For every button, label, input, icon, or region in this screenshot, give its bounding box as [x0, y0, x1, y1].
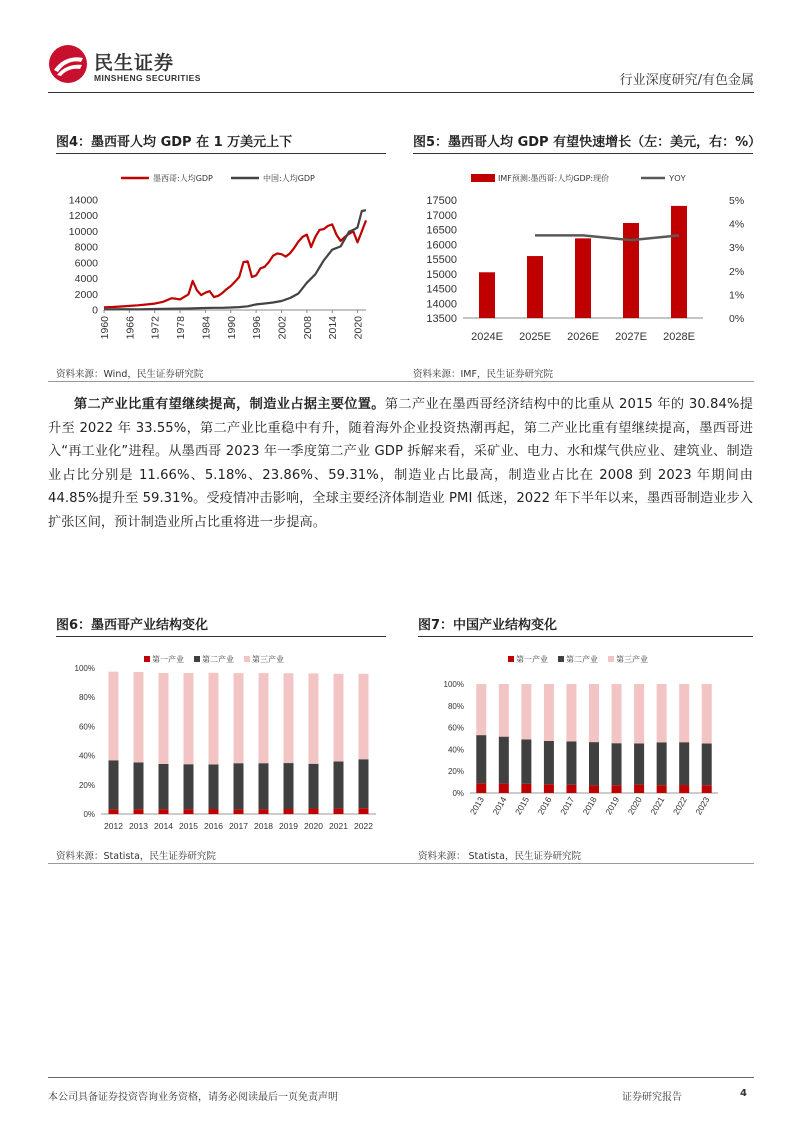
fig6-bar-segment	[209, 765, 219, 810]
fig6-bar-segment	[234, 673, 244, 763]
fig6-legend-swatch	[244, 656, 250, 662]
fig4-xtick-label: 2020	[352, 316, 365, 340]
fig7-source: 资料来源： Statista，民生证券研究院	[418, 851, 581, 862]
fig7-bar-segment	[476, 735, 486, 783]
fig7-chart-svg	[418, 645, 753, 835]
fig6-xtick-label: 2022	[354, 821, 373, 831]
fig7-ytick-label: 100%	[443, 680, 464, 689]
fig5-legend-label: YOY	[669, 174, 686, 183]
fig5-chart-svg	[413, 160, 753, 355]
fig7-bar-segment	[566, 684, 576, 741]
fig4-xtick-label: 2014	[327, 316, 340, 340]
fig6-chart-svg	[56, 645, 386, 835]
fig6-bar-segment	[359, 808, 369, 814]
fig4-series-line	[104, 220, 366, 307]
fig5-ytick-right-label: 1%	[729, 289, 745, 302]
fig5-xtick-label: 2028E	[663, 331, 695, 343]
fig6-bar-segment	[184, 809, 194, 814]
fig6-xtick-label: 2013	[129, 821, 148, 831]
fig7-xtick-label: 2022	[670, 795, 689, 817]
fig6-xtick-label: 2015	[179, 821, 198, 831]
fig7-bar-segment	[657, 684, 667, 742]
fig7-legend-swatch	[558, 656, 564, 662]
fig5-ytick-left-label: 15500	[426, 254, 457, 266]
fig6-bar-segment	[309, 764, 319, 809]
fig4-ytick-label: 4000	[74, 273, 98, 286]
fig6-legend-swatch	[194, 656, 200, 662]
fig6-chart	[56, 645, 386, 835]
fig7-legend-swatch	[508, 656, 514, 662]
fig6-bar-segment	[309, 673, 319, 763]
fig4-source: 资料来源：Wind，民生证券研究院	[56, 369, 204, 380]
fig5-ytick-left-label: 16500	[426, 224, 457, 237]
fig5-xtick-label: 2024E	[471, 331, 503, 343]
fig4-ytick-label: 0	[92, 304, 98, 317]
fig4-xtick-label: 2002	[276, 316, 289, 340]
fig4-ytick-label: 12000	[68, 210, 98, 223]
fig6-bar-segment	[284, 809, 294, 814]
fig6-ytick-label: 20%	[78, 780, 95, 790]
fig7-ytick-label: 60%	[447, 723, 464, 733]
paragraph-body: 第二产业在墨西哥经济结构中的比重从 2015 年的 30.84%提升至 2022 年 33.55%，第二产业比重稳中有升，随着海外企业投资热潮再起，第二产业比重有望继续提高，墨西哥进入“再工业化”进程。从墨西哥 2023 年一季度第二产业 GDP 拆解来看，采矿业、电力、水和煤气供应业、建筑业、制造业占比分别是 11.66%、5.18%、23.86%、59.31%，制造业占比最高，制造业占比在 2008 到 2023 年期间由 44.85%提升至 59.31%。受疫情冲击影响，全球主要经济体制造业 PMI 低迷，2022 年下半年以来，墨西哥制造业步入扩张区间，预计制造业所占比重将进一步提高。	[48, 397, 753, 530]
fig4-xtick-label: 1996	[251, 316, 264, 340]
fig6-bar-segment	[134, 809, 144, 814]
fig7-ytick-label: 40%	[447, 745, 464, 755]
fig5-ytick-right-label: 5%	[729, 195, 745, 207]
footer-disclaimer: 本公司具备证券投资咨询业务资格，请务必阅读最后一页免责声明	[48, 1092, 338, 1103]
fig7-bar-segment	[476, 783, 486, 793]
fig4-chart	[56, 160, 386, 355]
fig4-xtick-label: 1990	[225, 316, 238, 340]
fig5-bar	[527, 256, 543, 318]
fig6-ytick-label: 40%	[78, 751, 95, 761]
fig7-bar-segment	[544, 784, 554, 793]
fig7-bar-segment	[521, 739, 531, 783]
fig7-bar-segment	[476, 684, 486, 735]
fig6-bar-segment	[184, 764, 194, 809]
fig4-ytick-label: 10000	[68, 225, 98, 238]
fig7-bar-segment	[612, 785, 622, 793]
fig7-bar-segment	[521, 784, 531, 793]
fig4-xtick-label: 1960	[99, 316, 111, 340]
fig6-xtick-label: 2019	[279, 821, 298, 831]
fig6-ytick-label: 60%	[78, 722, 95, 732]
fig6-bar-segment	[209, 673, 219, 765]
fig6-xtick-label: 2016	[204, 821, 223, 831]
fig7-bar-segment	[702, 744, 712, 786]
fig6-title: 图6：墨西哥产业结构变化	[56, 618, 209, 633]
fig6-bar-segment	[109, 809, 119, 814]
fig6-bar-segment	[359, 674, 369, 759]
fig7-bar-segment	[657, 785, 667, 793]
fig4-xtick-label: 1978	[175, 316, 188, 340]
fig4-title-box	[56, 131, 386, 154]
fig7-ytick-label: 80%	[447, 701, 464, 711]
fig6-xtick-label: 2021	[329, 821, 348, 831]
fig4-ytick-label: 8000	[74, 241, 98, 254]
fig6-ytick-label: 100%	[74, 664, 95, 673]
brand-logo	[48, 44, 88, 84]
fig6-bar-segment	[234, 809, 244, 814]
fig5-ytick-left-label: 14500	[426, 283, 457, 296]
fig6-bar-segment	[159, 809, 169, 814]
fig5-ytick-left-label: 17500	[426, 195, 457, 207]
fig7-ytick-label: 0%	[452, 789, 464, 798]
fig5-yoy-line	[535, 235, 679, 240]
fig7-bar-segment	[566, 741, 576, 784]
fig6-bar-segment	[209, 809, 219, 814]
fig6-bar-segment	[334, 674, 344, 762]
fig5-ytick-left-label: 13500	[426, 313, 457, 325]
fig5-ytick-right-label: 2%	[729, 265, 745, 278]
fig7-bar-segment	[589, 684, 599, 742]
fig7-legend-label: 第二产业	[566, 655, 598, 664]
fig7-xtick-label: 2021	[648, 795, 667, 817]
fig6-bar-segment	[334, 809, 344, 814]
fig7-legend-label: 第三产业	[616, 655, 648, 664]
fig6-source: 资料来源：Statista，民生证券研究院	[56, 851, 216, 862]
fig6-xtick-label: 2020	[304, 821, 323, 831]
fig4-ytick-label: 6000	[74, 257, 98, 270]
fig7-legend-swatch	[608, 656, 614, 662]
fig4-xtick-label: 1972	[149, 316, 162, 340]
fig7-title: 图7：中国产业结构变化	[418, 618, 558, 633]
fig7-xtick-label: 2014	[490, 795, 509, 817]
fig6-bar-segment	[259, 809, 269, 814]
fig5-ytick-right-label: 3%	[729, 242, 745, 255]
fig6-bar-segment	[334, 761, 344, 808]
fig5-bar	[575, 238, 591, 318]
fig5-xtick-label: 2026E	[567, 331, 599, 343]
fig7-bar-segment	[612, 743, 622, 785]
fig6-ytick-label: 0%	[83, 810, 95, 819]
fig7-bar-segment	[544, 741, 554, 784]
fig6-bar-segment	[259, 673, 269, 763]
fig6-bar-segment	[134, 762, 144, 809]
fig4-series-line	[104, 210, 366, 309]
fig7-xtick-label: 2020	[625, 795, 644, 817]
fig5-chart	[413, 160, 753, 355]
fig4-xtick-label: 2008	[301, 316, 314, 340]
fig7-xtick-label: 2013	[467, 795, 487, 817]
fig5-bar	[671, 206, 687, 318]
fig6-xtick-label: 2012	[104, 821, 123, 831]
fig6-legend-label: 第三产业	[252, 655, 284, 664]
fig6-legend-label: 第二产业	[202, 655, 234, 664]
fig5-ytick-right-label: 4%	[729, 218, 745, 231]
logo-mark-icon	[48, 44, 88, 84]
fig6-bar-segment	[134, 672, 144, 763]
fig5-bar	[623, 223, 639, 318]
fig7-bar-segment	[566, 785, 576, 793]
fig7-legend-label: 第一产业	[516, 655, 548, 664]
footer-report-type: 证券研究报告	[622, 1092, 682, 1103]
fig4-ytick-label: 14000	[68, 194, 98, 207]
fig4-legend-label: 墨西哥:人均GDP	[153, 174, 213, 183]
fig5-title-box	[413, 131, 762, 154]
source-rule-top	[48, 381, 754, 382]
fig4-xtick-label: 1984	[200, 316, 213, 340]
fig7-xtick-label: 2023	[693, 795, 712, 817]
fig5-legend-swatch	[471, 174, 495, 182]
fig5-ytick-left-label: 16000	[426, 239, 457, 252]
fig7-bar-segment	[634, 743, 644, 784]
fig7-chart	[418, 645, 753, 835]
fig6-legend-label: 第一产业	[152, 655, 184, 664]
fig7-bar-segment	[634, 684, 644, 743]
fig6-bar-segment	[284, 673, 294, 763]
header-rule	[48, 92, 754, 93]
fig7-bar-segment	[702, 785, 712, 793]
fig4-xtick-label: 1966	[124, 316, 137, 340]
fig4-ytick-label: 2000	[74, 288, 98, 301]
fig7-bar-segment	[679, 785, 689, 793]
report-category: 行业深度研究/有色金属	[619, 73, 754, 88]
fig6-bar-segment	[234, 763, 244, 809]
fig4-legend-label: 中国:人均GDP	[263, 174, 315, 183]
source-rule-bottom	[48, 863, 754, 864]
fig4-chart-svg	[56, 160, 386, 355]
fig6-bar-segment	[309, 808, 319, 814]
body-paragraph	[48, 393, 753, 534]
fig6-bar-segment	[159, 673, 169, 764]
brand-name-cn: 民生证券	[94, 52, 175, 74]
fig7-bar-segment	[589, 785, 599, 793]
fig7-bar-segment	[702, 684, 712, 744]
fig4-title: 图4：墨西哥人均 GDP 在 1 万美元上下	[56, 135, 293, 150]
fig6-bar-segment	[284, 763, 294, 809]
fig6-bar-segment	[359, 759, 369, 808]
paragraph-lead: 第二产业比重有望继续提高，制造业占据主要位置。	[74, 397, 385, 412]
brand-name-en: MINSHENG SECURITIES	[94, 73, 201, 83]
fig5-xtick-label: 2027E	[615, 331, 647, 343]
fig7-bar-segment	[499, 737, 509, 784]
fig6-bar-segment	[259, 763, 269, 809]
footer-rule	[48, 1077, 754, 1078]
fig5-ytick-left-label: 17000	[426, 209, 457, 222]
fig6-xtick-label: 2014	[154, 821, 173, 831]
fig6-xtick-label: 2018	[254, 821, 273, 831]
fig7-xtick-label: 2018	[580, 795, 599, 817]
fig7-bar-segment	[679, 742, 689, 785]
fig5-ytick-left-label: 15000	[426, 268, 457, 281]
fig7-bar-segment	[589, 742, 599, 785]
fig7-bar-segment	[634, 785, 644, 793]
fig7-bar-segment	[679, 684, 689, 742]
fig6-bar-segment	[109, 672, 119, 761]
fig5-source: 资料来源：IMF，民生证券研究院	[413, 369, 553, 380]
fig6-xtick-label: 2017	[229, 821, 248, 831]
fig6-bar-segment	[159, 764, 169, 809]
fig7-xtick-label: 2015	[512, 795, 532, 817]
fig5-ytick-right-label: 0%	[729, 313, 745, 325]
fig7-xtick-label: 2017	[558, 795, 577, 817]
fig6-title-box	[56, 614, 386, 637]
fig7-bar-segment	[657, 742, 667, 785]
footer-page-number: 4	[740, 1088, 747, 1099]
fig7-bar-segment	[499, 684, 509, 737]
fig5-xtick-label: 2025E	[519, 331, 551, 343]
fig7-xtick-label: 2016	[535, 795, 554, 817]
fig7-bar-segment	[499, 784, 509, 793]
fig7-title-box	[418, 614, 753, 637]
fig6-bar-segment	[109, 760, 119, 809]
fig5-bar	[479, 272, 495, 318]
fig5-ytick-left-label: 14000	[426, 298, 457, 311]
fig7-ytick-label: 20%	[447, 767, 464, 777]
fig5-title: 图5：墨西哥人均 GDP 有望快速增长（左：美元，右：%）	[413, 135, 762, 150]
fig5-legend-label: IMF预测:墨西哥:人均GDP:现价	[498, 174, 610, 183]
fig6-ytick-label: 80%	[78, 693, 95, 703]
fig6-legend-swatch	[144, 656, 150, 662]
fig7-xtick-label: 2019	[603, 795, 622, 817]
fig7-bar-segment	[544, 684, 554, 741]
fig7-bar-segment	[612, 684, 622, 743]
fig7-bar-segment	[521, 684, 531, 739]
fig6-bar-segment	[184, 673, 194, 764]
